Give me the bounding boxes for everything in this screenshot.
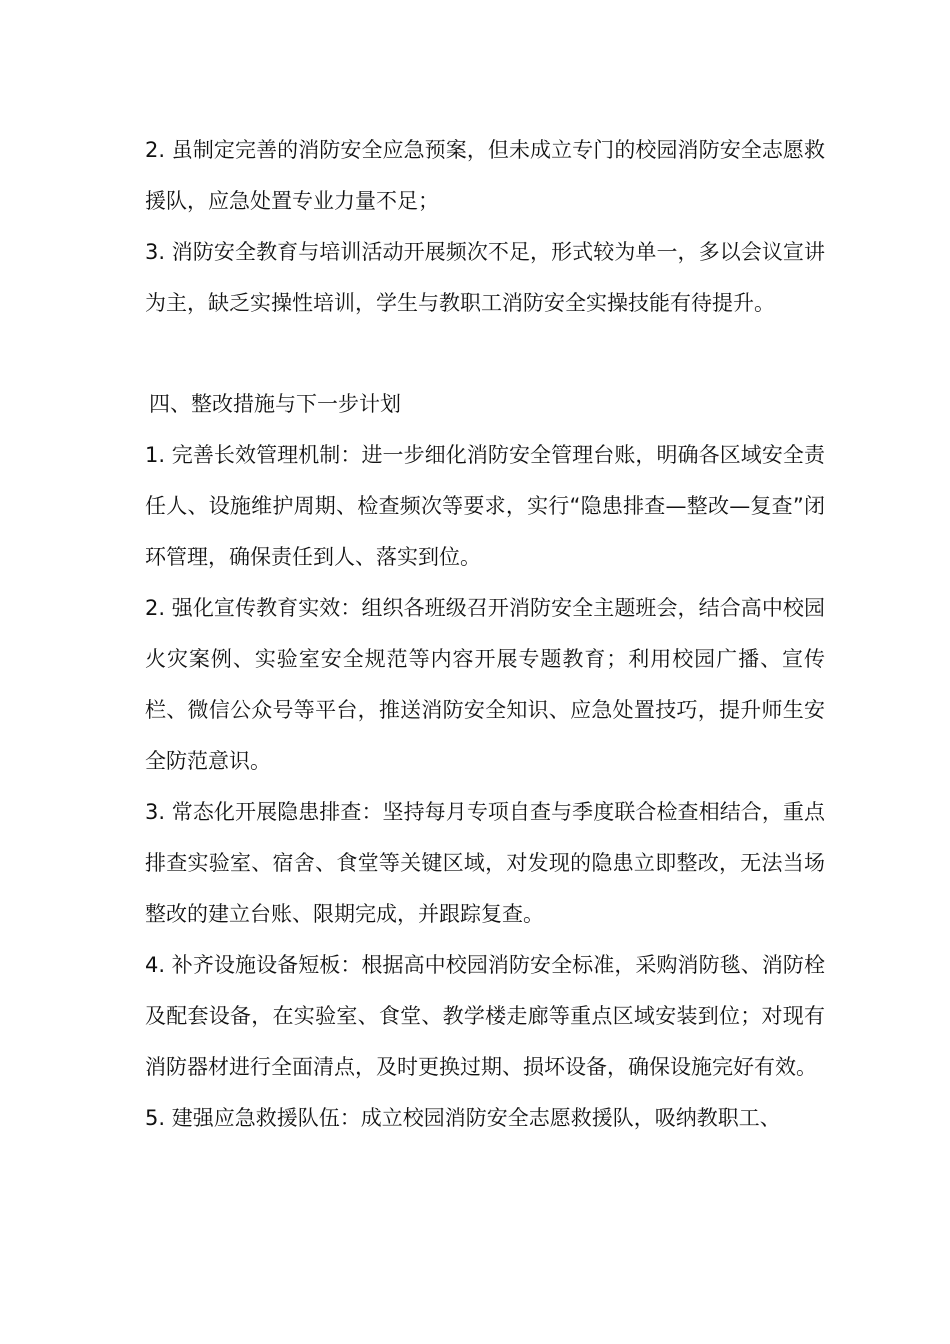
measure-item-3: 3. 常态化开展隐患排查：坚持每月专项自查与季度联合检查相结合，重点排查实验室、宿舍、食堂等关键区域，对发现的隐患立即整改，无法当场整改的建立台账、限期完成，并跟踪复查。 <box>145 800 825 926</box>
section-heading: 四、整改措施与下一步计划 <box>149 392 401 416</box>
measure-item-5: 5. 建强应急救援队伍：成立校园消防安全志愿救援队，吸纳教职工、 <box>145 1106 781 1130</box>
problem-item-2: 2. 虽制定完善的消防安全应急预案，但未成立专门的校园消防安全志愿救援队，应急处置专业力量不足； <box>145 138 825 213</box>
section-spacer <box>145 329 825 379</box>
measure-item-4: 4. 补齐设施设备短板：根据高中校园消防安全标准，采购消防毯、消防栓及配套设备，在实验室、食堂、教学楼走廊等重点区域安装到位；对现有消防器材进行全面清点，及时更换过期、损坏设备，确保设施完好有效。 <box>145 953 825 1079</box>
measure-item-1: 1. 完善长效管理机制：进一步细化消防安全管理台账，明确各区域安全责任人、设施维护周期、检查频次等要求，实行“隐患排查—整改—复查”闭环管理，确保责任到人、落实到位。 <box>145 443 825 569</box>
document-body <box>145 125 825 1144</box>
measure-item-2: 2. 强化宣传教育实效：组织各班级召开消防安全主题班会，结合高中校园火灾案例、实验室安全规范等内容开展专题教育；利用校园广播、宣传栏、微信公众号等平台，推送消防安全知识、应急处置技巧，提升师生安全防范意识。 <box>145 596 825 773</box>
problem-item-3: 3. 消防安全教育与培训活动开展频次不足，形式较为单一，多以会议宣讲为主，缺乏实操性培训，学生与教职工消防安全实操技能有待提升。 <box>145 240 825 315</box>
